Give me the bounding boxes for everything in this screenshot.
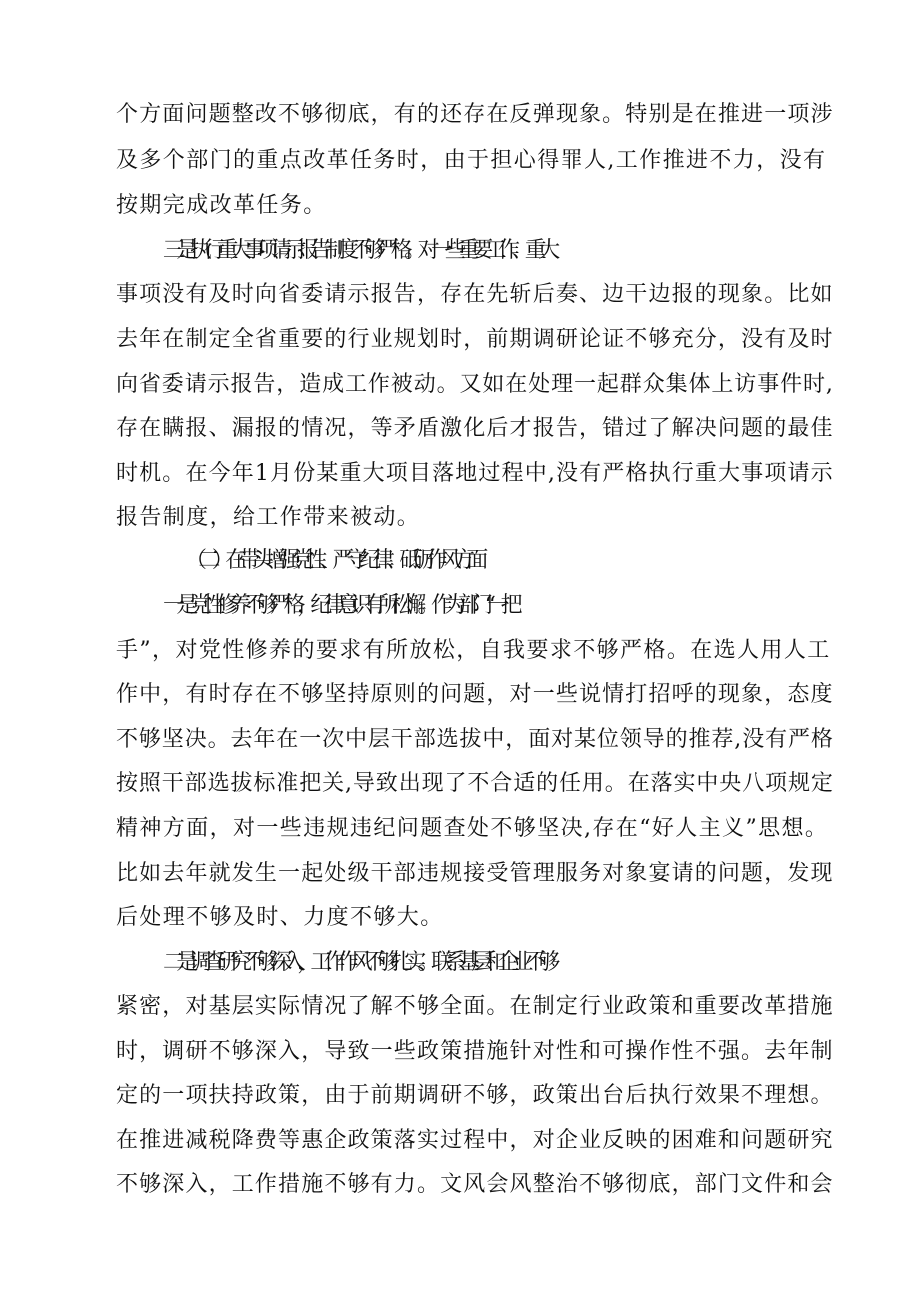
text-line: 定的一项扶持政策，由于前期调研不够，政策出台后执行效果不理想。 bbox=[116, 1083, 834, 1108]
text-line: 存在瞒报、漏报的情况，等矛盾激化后才报告，错过了解决问题的最佳 bbox=[116, 416, 834, 441]
text-line: 按照干部选拔标准把关,导致出现了不合适的任用。在落实中央八项规定 bbox=[116, 771, 834, 796]
text-line: 时，调研不够深入，导致一些政策措施针对性和可操作性不强。去年制 bbox=[116, 1039, 834, 1064]
text-line: 按期完成改革任务。 bbox=[116, 193, 327, 218]
text-line: 个方面问题整改不够彻底，有的还存在反弹现象。特别是在推进一项涉 bbox=[116, 102, 834, 127]
text-line: 去年在制定全省重要的行业规划时，前期调研论证不够充分，没有及时 bbox=[116, 327, 834, 352]
text-line: 紧密，对基层实际情况了解不够全面。在制定行业政策和重要改革措施 bbox=[116, 994, 834, 1019]
text-line: 及多个部门的重点改革任务时，由于担心得罪人,工作推进不力，没有 bbox=[116, 148, 827, 173]
text-line: 手”，对党性修养的要求有所放松，自我要求不够严格。在选人用人工 bbox=[116, 638, 831, 663]
text-line: 后处理不够及时、力度不够大。 bbox=[116, 905, 444, 930]
text-line: 作中，有时存在不够坚持原则的问题，对一些说情打招呼的现象，态度 bbox=[116, 682, 834, 707]
text-line: 时机。在今年1月份某重大项目落地过程中,没有严格执行重大事项请示 bbox=[116, 461, 834, 486]
text-line: 事项没有及时向省委请示报告，存在先斩后奏、边干边报的现象。比如 bbox=[116, 282, 834, 307]
text-line: 不够坚决。去年在一次中层干部选拔中，面对某位领导的推荐,没有严格 bbox=[116, 727, 834, 752]
text-line: 一是党性修养不够严格，纪律意识有所松懈。作为部门“一把 bbox=[163, 593, 515, 618]
text-line: 在推进减税降费等惠企政策落实过程中，对企业反映的困难和问题研究 bbox=[116, 1128, 834, 1153]
text-line: 报告制度，给工作带来被动。 bbox=[116, 505, 421, 530]
text-line: 向省委请示报告，造成工作被动。又如在处理一起群众集体上访事件时, bbox=[116, 372, 834, 397]
text-line: 比如去年就发生一起处级干部违规接受管理服务对象宴请的问题，发现 bbox=[116, 861, 834, 886]
text-line: 精神方面，对一些违规违纪问题查处不够坚决,存在“好人主义”思想。 bbox=[116, 816, 829, 841]
text-line: 三是执行重大事项请示报告制度不够严格。对一些重要工作、重大 bbox=[163, 238, 552, 263]
section-heading: （二）在带头增强党性、严守纪律、砥砺作风方面 bbox=[185, 548, 480, 573]
text-line: 不够深入，工作措施不够有力。文风会风整治不够彻底，部门文件和会 bbox=[116, 1172, 834, 1197]
text-line: 二是调查研究不够深入，工作作风不够扎实。联系基层和企业不够 bbox=[163, 950, 552, 975]
